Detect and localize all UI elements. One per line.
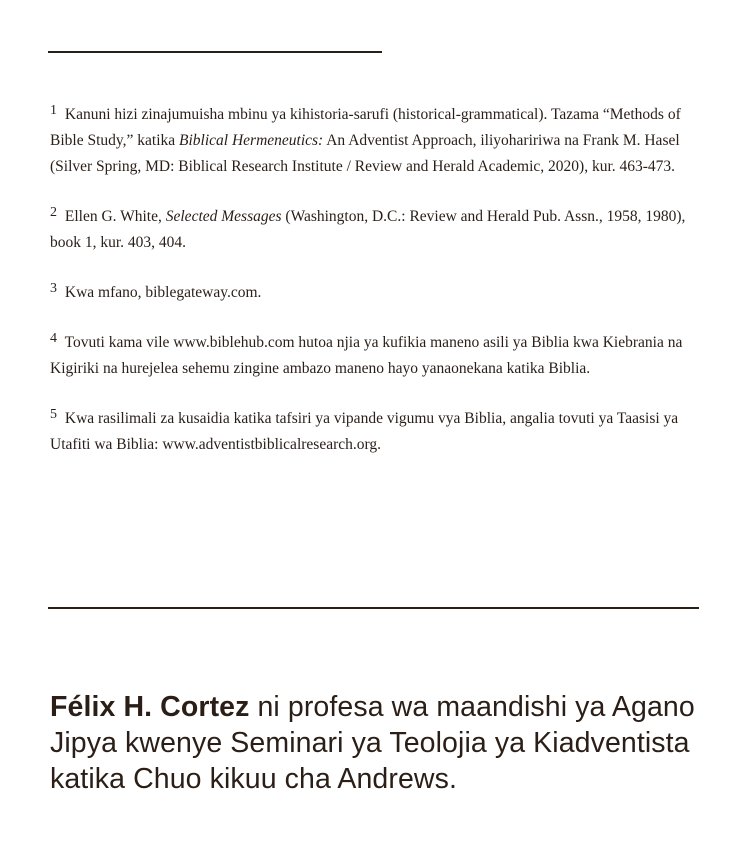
- footnote-3: [50, 280, 702, 306]
- footnote-1: [50, 102, 702, 180]
- author-description: ni profesa wa maandishi ya Agano Jipya kwenye Seminari ya Teolojia ya Kiadventista katika Chuo kikuu cha Andrews.: [50, 691, 695, 795]
- footnote-text: Tovuti kama vile www.biblehub.com hutoa njia ya kufikia maneno asili ya Biblia kwa Kiebrania na Kigiriki na hurejelea sehemu zingine ambazo maneno hayo yanaonekana katika Biblia.: [50, 334, 683, 377]
- footnote-text: Kanuni hizi zinajumuisha mbinu ya kihistoria-sarufi (historical-grammatical). Tazama “Methods of Bible Study,” katika: [50, 106, 681, 149]
- section-divider: [48, 607, 699, 609]
- footnote-number: 3: [50, 281, 57, 296]
- footnote-2: [50, 204, 702, 256]
- top-divider: [48, 51, 382, 53]
- footnote-text: Ellen G. White,: [64, 208, 166, 225]
- footnote-number: 4: [50, 331, 57, 346]
- author-name: Félix H. Cortez: [50, 691, 250, 723]
- footnotes-section: [50, 102, 702, 482]
- footnote-text: An Adventist Approach, iliyohaririwa na Frank M. Hasel (Silver Spring, MD: Biblical Research Institute / Review and Herald Academic, 2020), kur. 463-473.: [50, 132, 680, 175]
- footnote-5: [50, 406, 702, 458]
- footnote-text: Kwa mfano, biblegateway.com.: [64, 284, 262, 301]
- footnote-text: (Washington, D.C.: Review and Herald Pub. Assn., 1958, 1980), book 1, kur. 403, 404.: [50, 208, 686, 251]
- footnote-number: 1: [50, 103, 57, 118]
- footnote-number: 5: [50, 407, 57, 422]
- footnote-4: [50, 330, 702, 382]
- author-bio: [50, 689, 730, 797]
- footnote-italic-title: Selected Messages: [165, 208, 282, 225]
- footnote-italic-title: Biblical Hermeneutics:: [179, 132, 324, 149]
- footnote-text: Kwa rasilimali za kusaidia katika tafsiri ya vipande vigumu vya Biblia, angalia tovuti ya Taasisi ya Utafiti wa Biblia: www.adventistbiblicalresearch.org.: [50, 410, 679, 453]
- footnote-number: 2: [50, 205, 57, 220]
